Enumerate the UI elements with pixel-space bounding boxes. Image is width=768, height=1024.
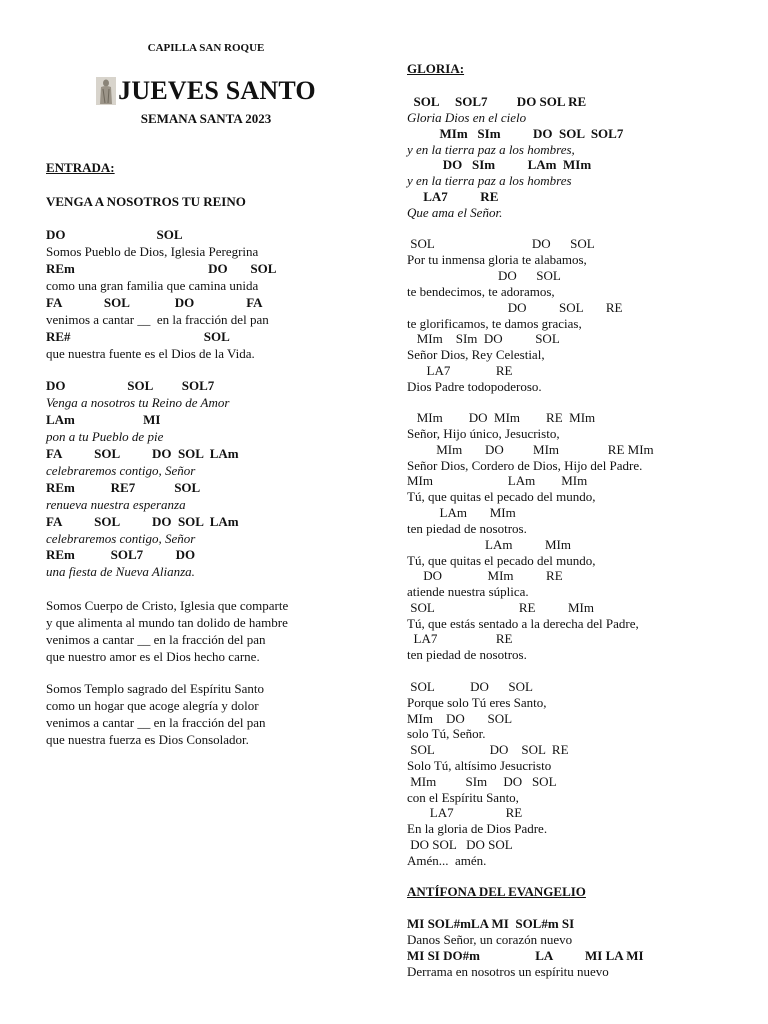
chorus-line: Que ama el Señor.: [407, 205, 503, 220]
lyric-line: Tú, que estás sentado a la derecha del Padre,: [407, 616, 639, 631]
chorus-line: Gloria Dios en el cielo: [407, 110, 527, 125]
chord-line: DO SOL: [407, 268, 561, 283]
chapel-name: CAPILLA SAN ROQUE: [147, 42, 265, 54]
lyric-line: Somos Pueblo de Dios, Iglesia Peregrina: [46, 244, 259, 259]
chord-line: MIm DO SOL: [407, 711, 513, 726]
lyric-line: Dios Padre todopoderoso.: [407, 379, 542, 394]
lyric-line: ten piedad de nosotros.: [407, 521, 527, 536]
saint-image-icon: [96, 77, 116, 105]
song-title: VENGA A NOSOTROS TU REINO: [46, 194, 246, 209]
chord-line: MIm LAm MIm: [407, 473, 588, 488]
lyric-line: venimos a cantar __ en la fracción del pan: [46, 632, 266, 647]
chorus-line: celebraremos contigo, Señor: [46, 463, 196, 478]
chord-line: DO SOL: [46, 227, 183, 242]
lyric-line: como un hogar que acoge alegría y dolor: [46, 698, 259, 713]
chord-line: SOL DO SOL RE: [407, 742, 569, 757]
lyric-line: Porque solo Tú eres Santo,: [407, 695, 547, 710]
chord-line: MIm DO MIm RE MIm: [407, 410, 596, 425]
lyric-line: Señor Dios, Cordero de Dios, Hijo del Padre.: [407, 458, 643, 473]
chord-line: MI SI DO#m LA MI LA MI: [407, 948, 644, 963]
lyric-line: Somos Cuerpo de Cristo, Iglesia que comparte: [46, 598, 289, 613]
lyric-line: Danos Señor, un corazón nuevo: [407, 932, 573, 947]
chord-line: DO SOL SOL7: [46, 378, 215, 393]
lyric-line: atiende nuestra súplica.: [407, 584, 529, 599]
lyric-line: y que alimenta al mundo tan dolido de hambre: [46, 615, 288, 630]
chord-line: REm RE7 SOL: [46, 480, 201, 495]
lyric-line: Tú, que quitas el pecado del mundo,: [407, 553, 596, 568]
chord-line: LA7 RE: [407, 189, 499, 204]
chorus-line: celebraremos contigo, Señor: [46, 531, 196, 546]
lyric-line: Señor, Hijo único, Jesucristo,: [407, 426, 560, 441]
chord-line: LAm MIm: [407, 537, 571, 552]
title-row: [46, 76, 366, 106]
page-subtitle: SEMANA SANTA 2023: [140, 111, 272, 126]
chord-line: SOL SOL7 DO SOL RE: [407, 94, 587, 109]
lyric-line: Por tu inmensa gloria te alabamos,: [407, 252, 587, 267]
lyric-line: que nuestro amor es el Dios hecho carne.: [46, 649, 260, 664]
lyric-line: Solo Tú, altísimo Jesucristo: [407, 758, 552, 773]
chord-line: MIm SIm DO SOL: [407, 774, 557, 789]
lyric-line: como una gran familia que camina unida: [46, 278, 259, 293]
chorus-line: Venga a nosotros tu Reino de Amor: [46, 395, 230, 410]
chorus-line: renueva nuestra esperanza: [46, 497, 186, 512]
lyric-line: con el Espíritu Santo,: [407, 790, 519, 805]
lyric-line: te glorificamos, te damos gracias,: [407, 316, 582, 331]
lyric-line: te bendecimos, te adoramos,: [407, 284, 555, 299]
chord-line: DO SOL RE: [407, 300, 623, 315]
lyric-line: Amén... amén.: [407, 853, 487, 868]
lyric-line: ten piedad de nosotros.: [407, 647, 527, 662]
chord-line: RE# SOL: [46, 329, 230, 344]
chord-line: SOL DO SOL: [407, 679, 533, 694]
lyric-line: que nuestra fuerza es Dios Consolador.: [46, 732, 249, 747]
lyric-line: solo Tú, Señor.: [407, 726, 486, 741]
chord-line: DO MIm RE: [407, 568, 563, 583]
page-title: JUEVES SANTO: [118, 76, 316, 105]
chorus-line: una fiesta de Nueva Alianza.: [46, 564, 195, 579]
chord-line: DO SIm LAm MIm: [407, 157, 592, 172]
lyric-line: Señor Dios, Rey Celestial,: [407, 347, 545, 362]
lyric-line: Derrama en nosotros un espíritu nuevo: [407, 964, 609, 979]
chord-line: REm DO SOL: [46, 261, 277, 276]
lyric-line: venimos a cantar __ en la fracción del pan: [46, 715, 266, 730]
chord-line: MIm SIm DO SOL SOL7: [407, 126, 624, 141]
chord-line: FA SOL DO FA: [46, 295, 263, 310]
lyric-line: Tú, que quitas el pecado del mundo,: [407, 489, 596, 504]
chorus-line: pon a tu Pueblo de pie: [46, 429, 164, 444]
chord-line: MIm SIm DO SOL: [407, 331, 560, 346]
chord-line: REm SOL7 DO: [46, 547, 196, 562]
chorus-line: y en la tierra paz a los hombres: [407, 173, 572, 188]
chord-line: SOL DO SOL: [407, 236, 595, 251]
lyric-line: venimos a cantar __ en la fracción del pan: [46, 312, 269, 327]
chord-line: LAm MI: [46, 412, 161, 427]
chord-line: LAm MIm: [407, 505, 516, 520]
section-heading-antifona: ANTÍFONA DEL EVANGELIO: [407, 884, 586, 899]
section-heading-entrada: ENTRADA:: [46, 160, 115, 175]
section-heading-gloria: GLORIA:: [407, 61, 465, 76]
chord-line: SOL RE MIm: [407, 600, 594, 615]
chord-line: DO SOL DO SOL: [407, 837, 513, 852]
chord-line: FA SOL DO SOL LAm: [46, 514, 239, 529]
chord-line: MI SOL#mLA MI SOL#m SI: [407, 916, 575, 931]
chord-line: FA SOL DO SOL LAm: [46, 446, 239, 461]
lyric-line: que nuestra fuente es el Dios de la Vida.: [46, 346, 255, 361]
lyric-line: Somos Templo sagrado del Espíritu Santo: [46, 681, 265, 696]
chord-line: LA7 RE: [407, 631, 513, 646]
chord-line: LA7 RE: [407, 363, 513, 378]
lyric-line: En la gloria de Dios Padre.: [407, 821, 548, 836]
chord-line: MIm DO MIm RE MIm: [407, 442, 654, 457]
chorus-line: y en la tierra paz a los hombres,: [407, 142, 575, 157]
chord-line: LA7 RE: [407, 805, 523, 820]
